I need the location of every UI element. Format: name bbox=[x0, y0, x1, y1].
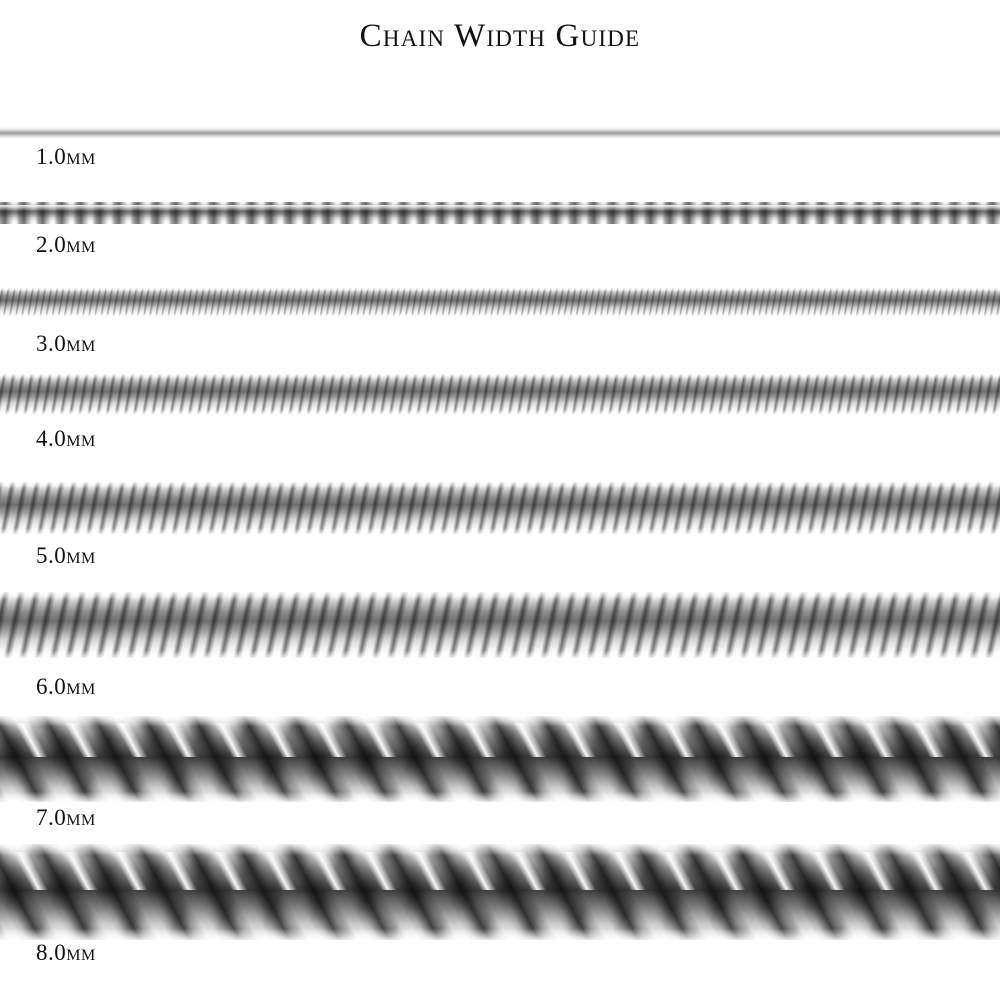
chain-sample-2 bbox=[0, 202, 1000, 224]
page-title: Chain Width Guide bbox=[359, 18, 641, 54]
chain-sample-1 bbox=[0, 127, 1000, 139]
chain-label-4: 4.0mm bbox=[36, 426, 96, 451]
chain-label-5: 5.0mm bbox=[36, 543, 96, 568]
chain-highlight bbox=[0, 205, 1000, 211]
chain-sample-6 bbox=[0, 592, 1000, 658]
chain-edge-shading bbox=[0, 592, 1000, 658]
chain-edge-shading bbox=[0, 374, 1000, 414]
chain-label-7: 7.0mm bbox=[36, 805, 96, 830]
chain-edge-shading bbox=[0, 844, 1000, 940]
chain-sample-3 bbox=[0, 288, 1000, 316]
chain-edge-shading bbox=[0, 288, 1000, 316]
chain-texture bbox=[0, 127, 1000, 139]
chain-sample-4 bbox=[0, 374, 1000, 414]
chain-edge-shading bbox=[0, 716, 1000, 802]
chain-label-1: 1.0mm bbox=[36, 144, 96, 169]
chain-label-8: 8.0mm bbox=[36, 940, 96, 965]
chain-sample-7 bbox=[0, 716, 1000, 802]
chain-label-3: 3.0mm bbox=[36, 331, 96, 356]
chain-edge-shading bbox=[0, 482, 1000, 534]
chain-sample-8 bbox=[0, 844, 1000, 940]
chain-label-6: 6.0mm bbox=[36, 674, 96, 699]
chain-sample-5 bbox=[0, 482, 1000, 534]
chain-label-2: 2.0mm bbox=[36, 232, 96, 257]
